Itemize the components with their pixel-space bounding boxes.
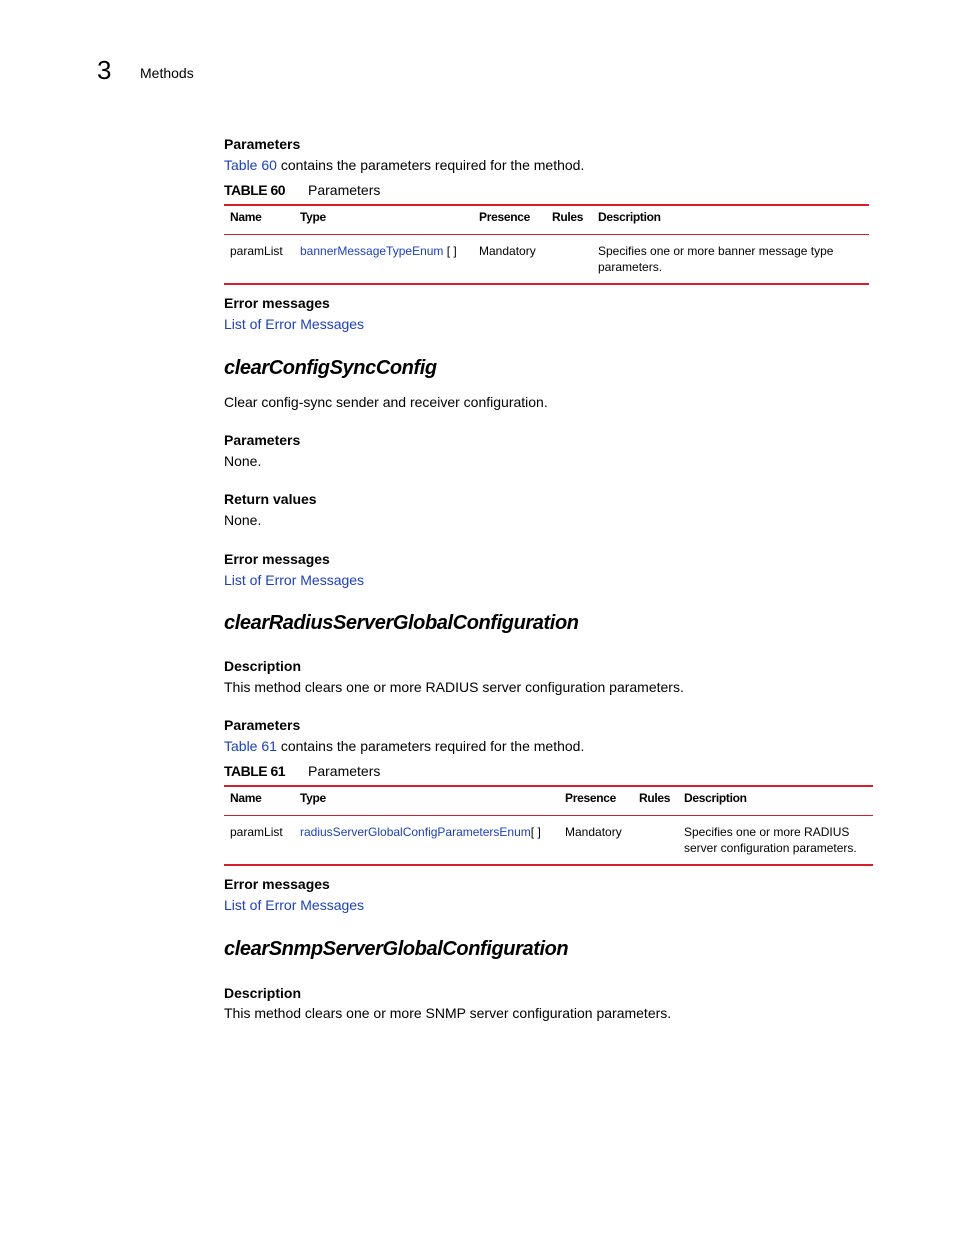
row-description: Specifies one or more banner message type parameters. <box>598 244 834 274</box>
parameters-intro-text: contains the parameters required for the method. <box>276 157 585 173</box>
table-row <box>224 235 869 285</box>
method-title-clear-radius: clearRadiusServerGlobalConfiguration <box>224 612 579 634</box>
table-header-row <box>224 786 873 816</box>
table-60-label: TABLE 60 <box>224 182 286 198</box>
col-description-header: Description <box>592 205 869 235</box>
row-name: paramList <box>230 825 283 839</box>
description-text: This method clears one or more RADIUS server configuration parameters. <box>224 679 684 695</box>
row-type <box>294 816 559 866</box>
row-rules <box>633 816 678 866</box>
return-values-heading: Return values <box>224 491 317 507</box>
row-description: Specifies one or more RADIUS server configuration parameters. <box>684 825 857 855</box>
table-header-row <box>224 205 869 235</box>
table-60-title: Parameters <box>308 182 381 198</box>
parameters-table-60 <box>224 204 869 285</box>
error-messages-heading: Error messages <box>224 876 330 892</box>
parameters-intro <box>224 738 584 755</box>
description-heading: Description <box>224 658 302 674</box>
parameters-intro-text: contains the parameters required for the method. <box>276 738 585 754</box>
error-messages-link[interactable]: List of Error Messages <box>224 897 365 913</box>
method-title-clear-config-sync: clearConfigSyncConfig <box>224 357 437 379</box>
row-name: paramList <box>230 244 283 258</box>
col-name-header: Name <box>224 786 294 816</box>
col-rules-header: Rules <box>546 205 592 235</box>
description-heading: Description <box>224 985 302 1001</box>
error-messages-heading: Error messages <box>224 551 330 567</box>
chapter-number: 3 <box>97 55 112 85</box>
col-presence-header: Presence <box>559 786 633 816</box>
row-rules <box>546 235 592 285</box>
type-link[interactable]: bannerMessageTypeEnum <box>300 244 444 258</box>
col-presence-header: Presence <box>473 205 546 235</box>
table-row <box>224 816 873 866</box>
table-60-link[interactable]: Table 60 <box>224 157 277 173</box>
method-title-clear-snmp: clearSnmpServerGlobalConfiguration <box>224 938 569 960</box>
table-61-title: Parameters <box>308 763 381 779</box>
error-messages-heading: Error messages <box>224 295 330 311</box>
col-rules-header: Rules <box>633 786 678 816</box>
type-link[interactable]: radiusServerGlobalConfigParametersEnum <box>300 825 531 839</box>
description-text: This method clears one or more SNMP server configuration parameters. <box>224 1005 672 1021</box>
method-summary: Clear config-sync sender and receiver configuration. <box>224 394 548 410</box>
col-type-header: Type <box>294 786 559 816</box>
error-messages-link[interactable]: List of Error Messages <box>224 572 365 588</box>
table-60-caption <box>224 182 380 199</box>
parameters-heading: Parameters <box>224 136 301 152</box>
return-values-value: None. <box>224 512 262 528</box>
parameters-table-61 <box>224 785 873 866</box>
parameters-heading: Parameters <box>224 717 301 733</box>
col-description-header: Description <box>678 786 873 816</box>
chapter-title: Methods <box>140 65 194 81</box>
table-61-link[interactable]: Table 61 <box>224 738 277 754</box>
col-name-header: Name <box>224 205 294 235</box>
parameters-intro <box>224 157 584 174</box>
row-presence: Mandatory <box>565 825 622 839</box>
table-61-label: TABLE 61 <box>224 763 286 779</box>
type-suffix: [ ] <box>443 244 457 258</box>
parameters-value: None. <box>224 453 262 469</box>
parameters-heading: Parameters <box>224 432 301 448</box>
type-suffix: [ ] <box>530 825 541 839</box>
col-type-header: Type <box>294 205 473 235</box>
table-61-caption <box>224 763 380 780</box>
row-type <box>294 235 473 285</box>
error-messages-link[interactable]: List of Error Messages <box>224 316 365 332</box>
row-presence: Mandatory <box>479 244 536 258</box>
